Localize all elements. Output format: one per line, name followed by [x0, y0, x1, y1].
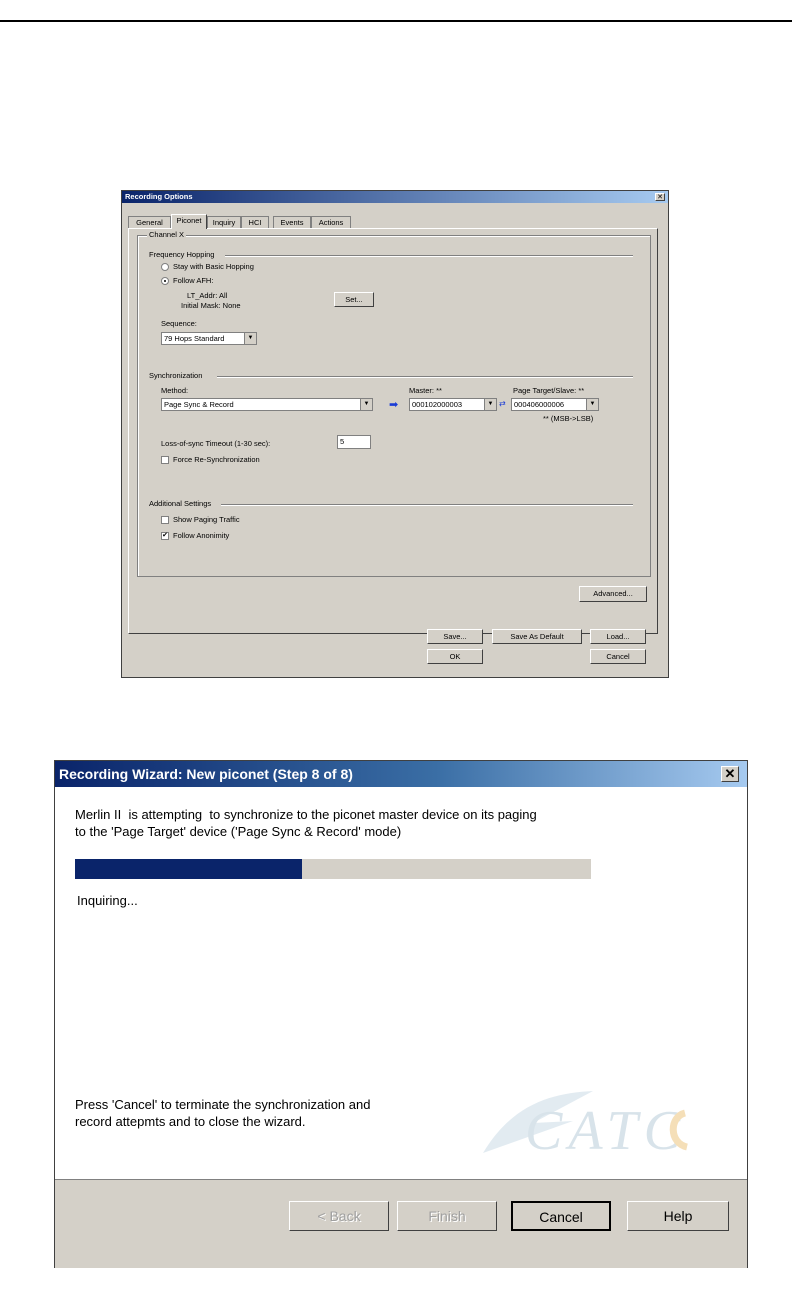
save-as-default-button[interactable]: Save As Default — [492, 629, 582, 644]
force-resync-checkbox[interactable] — [161, 456, 169, 464]
tab-general[interactable]: General — [128, 216, 171, 228]
dropdown-arrow-icon[interactable]: ▼ — [244, 333, 256, 344]
basic-hopping-radio[interactable] — [161, 263, 169, 271]
wizard-message-line-1: Merlin II is attempting to synchronize to the piconet master device on its paging — [75, 807, 537, 822]
follow-afh-label: Follow AFH: — [173, 276, 214, 285]
options-close-icon[interactable]: ✕ — [655, 193, 665, 201]
tab-inquiry[interactable]: Inquiry — [207, 216, 241, 228]
ok-button[interactable]: OK — [427, 649, 483, 664]
timeout-input[interactable]: 5 — [337, 435, 371, 449]
follow-afh-radio[interactable] — [161, 277, 169, 285]
page-target-select[interactable] — [511, 398, 599, 411]
master-address-value: 000102000003 — [412, 400, 463, 409]
tab-actions[interactable]: Actions — [311, 216, 351, 228]
lt-addr-text: LT_Addr: All — [187, 291, 228, 300]
dropdown-arrow-icon[interactable]: ▼ — [484, 399, 496, 410]
wizard-message-line-2: to the 'Page Target' device ('Page Sync & Record' mode) — [75, 824, 402, 839]
sync-progress-bar — [75, 859, 591, 879]
help-button[interactable]: Help — [627, 1201, 729, 1231]
set-afh-button[interactable]: Set... — [334, 292, 374, 307]
tab-hci[interactable]: HCI — [241, 216, 269, 228]
wizard-close-icon[interactable]: ✕ — [721, 766, 739, 782]
force-resync-label: Force Re-Synchronization — [173, 455, 260, 464]
tab-events[interactable]: Events — [273, 216, 311, 228]
divider — [217, 376, 633, 378]
show-paging-label: Show Paging Traffic — [173, 515, 240, 524]
method-value: Page Sync & Record — [164, 400, 234, 409]
sequence-value: 79 Hops Standard — [164, 334, 225, 343]
options-title: Recording Options — [125, 192, 193, 201]
recording-options-dialog — [121, 190, 669, 678]
save-button[interactable]: Save... — [427, 629, 483, 644]
back-button[interactable]: < Back — [289, 1201, 389, 1231]
wizard-title: Recording Wizard: New piconet (Step 8 of 8) — [59, 766, 353, 782]
divider — [221, 504, 633, 506]
basic-hopping-label: Stay with Basic Hopping — [173, 262, 254, 271]
master-address-select[interactable] — [409, 398, 497, 411]
method-label: Method: — [161, 386, 189, 395]
logo-text: CATC — [525, 1100, 687, 1162]
initial-mask-text: Initial Mask: None — [181, 301, 241, 310]
byte-order-note: ** (MSB->LSB) — [543, 414, 594, 423]
sequence-label: Sequence: — [161, 319, 197, 328]
cancel-button[interactable]: Cancel — [590, 649, 646, 664]
timeout-label: Loss-of-sync Timeout (1-30 sec): — [161, 439, 271, 448]
wizard-title-bar — [55, 761, 747, 787]
catc-logo — [473, 1083, 733, 1163]
dropdown-arrow-icon[interactable]: ▼ — [360, 399, 372, 410]
additional-settings-heading: Additional Settings — [149, 499, 212, 508]
channel-group-label: Channel X — [149, 230, 185, 239]
progress-fill — [75, 859, 302, 879]
show-paging-checkbox[interactable] — [161, 516, 169, 524]
method-select[interactable] — [161, 398, 373, 411]
follow-anonymity-label: Follow Anonimity — [173, 531, 230, 540]
cancel-hint-line-1: Press 'Cancel' to terminate the synchronization and — [75, 1097, 371, 1112]
divider — [225, 255, 633, 257]
tab-piconet[interactable]: Piconet — [171, 214, 207, 229]
master-label: Master: ** — [409, 386, 442, 395]
piconet-tab-panel — [128, 228, 658, 634]
dropdown-arrow-icon[interactable]: ▼ — [586, 399, 598, 410]
status-text: Inquiring... — [77, 893, 138, 908]
page-target-label: Page Target/Slave: ** — [513, 386, 585, 395]
page-top-rule — [0, 20, 792, 22]
cancel-hint-line-2: record attepmts and to close the wizard. — [75, 1114, 306, 1129]
page-target-value: 000406000006 — [514, 400, 565, 409]
load-button[interactable]: Load... — [590, 629, 646, 644]
options-title-bar — [122, 191, 668, 203]
recording-wizard-dialog — [54, 760, 748, 1268]
finish-button[interactable]: Finish — [397, 1201, 497, 1231]
swap-icon[interactable]: ⇄ — [499, 399, 506, 408]
right-arrow-icon: ➡ — [389, 399, 399, 411]
follow-anonymity-checkbox[interactable]: ✔ — [162, 532, 168, 539]
synchronization-heading: Synchronization — [149, 371, 203, 380]
advanced-button[interactable]: Advanced... — [579, 586, 647, 602]
sequence-select[interactable] — [161, 332, 257, 345]
frequency-hopping-heading: Frequency Hopping — [149, 250, 215, 259]
wizard-cancel-button[interactable]: Cancel — [511, 1201, 611, 1231]
